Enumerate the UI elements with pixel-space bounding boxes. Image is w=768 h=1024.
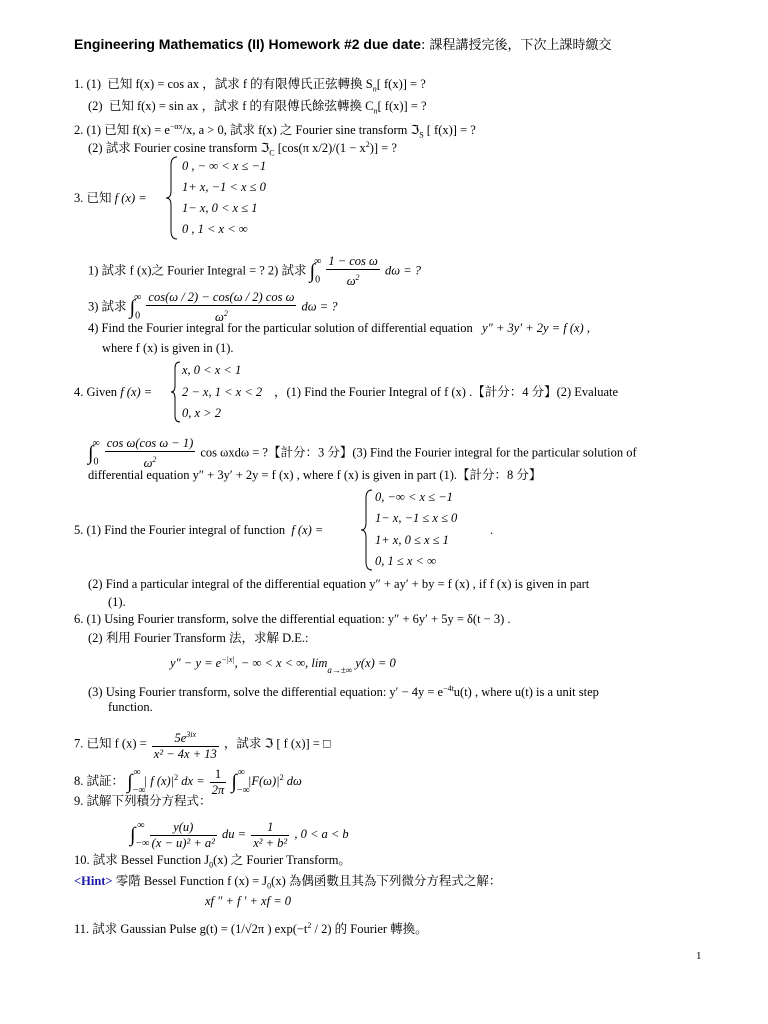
due-date-text: : 課程講授完後，下次上課時繳交 — [420, 38, 612, 53]
q9-mid: du = — [222, 827, 247, 841]
q2-part1-sup: −αx — [169, 122, 183, 131]
q5-case-3: 1+ x, 0 ≤ x ≤ 1 — [375, 533, 449, 547]
q2-part2-sub: C — [269, 148, 275, 158]
q6-p2-eq: y″ − y = e — [170, 656, 222, 671]
q4-den: ω — [143, 456, 153, 471]
q1-part1: 1. (1) 已知 f(x) = cos ax ，試求 f 的有限傅氏正弦轉換 $S_n$[ f(x)] = ? — [74, 77, 426, 94]
q3-p3-tail: dω = ? — [301, 299, 338, 314]
q6-p2-eq2: , − ∞ < x < ∞, lim — [234, 656, 328, 671]
q4-label-text: 4. Given — [74, 385, 118, 399]
q10 — [74, 852, 351, 874]
q8-rhs: |F(ω)| — [247, 774, 280, 788]
q3-p4-eq: y″ + 3y′ + 2y = f (x) , — [482, 321, 590, 335]
q9-fraction — [150, 820, 217, 851]
q1-part1-tail: [ f(x)] = ? — [376, 77, 426, 91]
q3-p1-num: 1 − cos ω — [328, 254, 378, 268]
q2-part1-a: 2. (1) 已知 f(x) = e — [74, 123, 170, 138]
q3-label-text: 3. 已知 — [74, 191, 112, 205]
q2-part1-end: [ f(x)] = ? — [423, 123, 476, 138]
q4-text1: ，(1) Find the Fourier Integral of f (x) .【計分：4 分】(2) Evaluate — [274, 385, 619, 399]
q1-part2: (2) 已知 f(x) = sin ax ，試求 f 的有限傅氏餘弦轉換 $C_n$[ f(x)] = ? — [88, 99, 427, 116]
q3-part4-where: where f (x) is given in (1). — [102, 341, 234, 355]
q3-p1-fraction — [326, 254, 380, 289]
q3-p3-den-wrap: $\omega^2$ — [215, 309, 228, 325]
integral-sign-icon: ∫ — [129, 296, 136, 319]
q8-fraction — [210, 767, 227, 798]
hint-tail: (x) 為偶函數且其為下列微分方程式之解： — [271, 874, 502, 888]
q10-label: 10. 試求 Bessel Function J — [74, 853, 210, 867]
q1-label: 1. (1) — [74, 77, 102, 91]
q7 — [74, 727, 331, 762]
q1-part1-text: 已知 f(x) = cos ax ，試求 f 的有限傅氏正弦轉換 S — [107, 77, 373, 91]
q4-int-tail: cos ωxdω = ?【計分：3 分】(3) Find the Fourier integral for the particular solution of — [200, 445, 637, 460]
q9-rnum: 1 — [251, 820, 289, 836]
q6-part3 — [88, 681, 599, 700]
integral-sign-icon: ∫ — [88, 442, 94, 465]
q3-p3-num: cos(ω / 2) − cos(ω / 2) cos ω — [148, 290, 295, 304]
document-title — [74, 36, 611, 54]
q3-p1-den-wrap: $\omega^2$ — [346, 273, 360, 289]
q5-brace-icon — [360, 488, 374, 572]
q4-brace-icon — [170, 360, 182, 424]
page-number: 1 — [696, 950, 702, 962]
q1-part2-text: 已知 f(x) = sin ax ，試求 f 的有限傅氏餘弦轉換 C — [108, 99, 374, 113]
q10-tail: (x) 之 Fourier Transform。 — [213, 853, 351, 867]
q4-case-3: 0, x > 2 — [182, 406, 221, 420]
q3-p1-text: 1) 試求 f (x)之 Fourier Integral = ? 2) 試求 — [88, 263, 307, 278]
q7-den: x² − 4x + 13 — [153, 747, 217, 762]
q6-p2-sup: −|x| — [221, 655, 235, 664]
q7-num: 5e — [174, 731, 187, 746]
q8-lhs: | f (x)| — [143, 774, 175, 788]
q3-part1-2: 1) 試求 f (x)之 Fourier Integral = ? 2) 試求 $\int_0^\infty$ $\frac{\text{1 − cos ω}}{\omega^2}$ dω = ? — [88, 254, 422, 289]
q9-num: y(u) — [150, 820, 217, 836]
q2-part2-a: (2) 試求 Fourier cosine transform ℑ — [88, 141, 270, 156]
q2-part1-sub: S — [419, 130, 424, 140]
q6-p3-sup: −4t — [443, 684, 454, 693]
q4-integral-line: $\int_0^\infty$ $\frac{\text{cos ω(cos ω − 1)}}{\omega^2}$ cos ωxdω = ?【計分：3 分】(3) Find the Fourier integral for the particular solution of — [88, 436, 637, 471]
q4-num: cos ω(cos ω − 1) — [106, 436, 194, 450]
integral-sign-icon: ∫ — [130, 824, 136, 847]
q5-part2b: (1). — [108, 595, 126, 609]
q9-rhs-fraction — [251, 820, 289, 851]
integral-sign-icon: ∫ — [231, 771, 237, 794]
q4-label — [74, 384, 152, 400]
q6-p2-eq3: y(x) = 0 — [352, 656, 396, 671]
q8-end: dω — [286, 774, 302, 788]
q4-fx: f (x) = — [120, 385, 153, 399]
q4-case-1: x, 0 < x < 1 — [182, 363, 242, 377]
q3-fx: f (x) = — [114, 191, 147, 205]
q4-text3: differential equation y″ + 3y′ + 2y = f (x) , where f (x) is given in part (1).【計分：8 分】 — [88, 468, 542, 482]
q3-p4-text: 4) Find the Fourier integral for the particular solution of differential equation — [88, 321, 473, 335]
q11 — [74, 918, 428, 937]
q2-part2: (2) 試求 Fourier cosine transform ℑ$_C$ [cos(π $x/2)/(1 - x^2)$] = ? — [88, 140, 397, 158]
hint-label: <Hint> — [74, 874, 113, 888]
q5-case-1: 0, −∞ < x ≤ −1 — [375, 490, 453, 504]
q3-case-3: 1− x, 0 < x ≤ 1 — [182, 201, 258, 215]
q2-part1-rest: /x, a > 0, 試求 f(x) 之 Fourier sine transform ℑ — [182, 123, 420, 138]
q6-p3-tail: u(t) , where u(t) is a unit step — [453, 685, 599, 700]
q7-num-sup: 3ix — [186, 730, 197, 739]
q3-label — [74, 190, 147, 206]
q8-frac-num: 1 — [210, 767, 227, 783]
q3-p3-label: 3) 試求 — [88, 299, 127, 314]
q3-part4 — [88, 320, 590, 336]
q9-tail: , 0 < a < b — [294, 827, 349, 841]
hint-sub: 0 — [267, 881, 272, 891]
q9-equation: $\int_{-\infty}^\infty$ $\frac{y(u)}{\text{(x − u)² + a²}}$ du = $\frac{1}{\text{x² + b²}}$ , 0 < a < b — [130, 819, 349, 850]
integral-sign-icon: ∫ — [127, 771, 133, 794]
q3-p3-den: ω — [215, 310, 224, 325]
q1-part2-tail: [ f(x)] = ? — [377, 99, 427, 113]
q7-tail: ，試求 ℑ [ f (x)] = □ — [223, 736, 331, 751]
q3-part3: 3) 試求 $\int_0^\infty$ $\frac{\text{cos(ω / 2) − cos(ω / 2) cos ω}}{\omega^2}$ dω = ? — [88, 290, 338, 325]
q3-case-2: 1+ x, −1 < x ≤ 0 — [182, 180, 266, 194]
q8-label: 8. 試証： — [74, 774, 125, 788]
q7-fraction — [152, 727, 219, 762]
q8-frac-den: 2π — [211, 782, 225, 797]
q11-sup: 2 — [307, 921, 312, 930]
q8-mid: dx = — [181, 774, 205, 788]
q7-label: 7. 已知 f (x) = — [74, 736, 147, 751]
q2-part2-end2: )] = ? — [369, 141, 397, 156]
q6-part2: (2) 利用 Fourier Transform 法，求解 D.E.: — [88, 631, 309, 645]
q9-label: 9. 試解下列積分方程式： — [74, 794, 212, 808]
integral-sign-icon: ∫ — [309, 260, 316, 283]
q10-ode: xf ″ + f ′ + xf = 0 — [205, 894, 292, 908]
q5-label — [74, 522, 323, 538]
q7-num-wrap — [152, 727, 219, 747]
q10-hint — [74, 873, 501, 895]
q4-fraction — [105, 436, 196, 471]
title-text: Engineering Mathematics (II) Homework #2 due date — [74, 36, 421, 52]
q5-label-text: 5. (1) Find the Fourier integral of function — [74, 523, 286, 537]
q3-p1-den: ω — [346, 274, 356, 289]
q5-dot: . — [490, 523, 494, 537]
q11-text: 11. 試求 Gaussian Pulse g(t) = (1/√2π ) exp(−t — [74, 922, 308, 937]
q5-case-2: 1− x, −1 ≤ x ≤ 0 — [375, 511, 458, 525]
q6-part1: 6. (1) Using Fourier transform, solve the differential equation: y″ + 6y′ + 5y = δ(t − 3) . — [74, 612, 511, 626]
q5-fx: f (x) = — [291, 523, 324, 537]
q6-p2-lim: a→±∞ — [327, 665, 353, 676]
q4-den-wrap: $\omega^2$ — [143, 455, 157, 471]
q9-den: (x − u)² + a² — [151, 835, 215, 850]
q8: 8. 試証： $\int_{-\infty}^\infty$ | f $(x)|^2$ dx = $\frac{1}{2\pi}$ $\int_{-\infty}^\infty$ $|F(\omega)|^2$ dω — [74, 766, 302, 797]
q9-rden: x² + b² — [253, 835, 288, 850]
q2-part2-end: [cos(π x/2)/(1 − x — [274, 141, 366, 156]
q11-tail: / 2) 的 Fourier 轉換。 — [311, 922, 428, 937]
q6-part3b: function. — [108, 700, 153, 714]
q6-part2-eq — [170, 652, 396, 678]
q3-p1-tail: dω = ? — [385, 263, 422, 278]
q3-brace-icon — [165, 155, 179, 241]
q3-case-4: 0 , 1 < x < ∞ — [182, 222, 248, 236]
q3-case-1: 0 , − ∞ < x ≤ −1 — [182, 159, 267, 173]
q1-part2-label: (2) — [88, 99, 103, 113]
q5-part2: (2) Find a particular integral of the differential equation y″ + ay′ + by = f (x) , if f (x) is given in part — [88, 577, 590, 591]
q10-sub: 0 — [209, 860, 214, 870]
q4-case-2: 2 − x, 1 < x < 2 — [182, 385, 263, 399]
hint-text: 零階 Bessel Function f (x) = J — [112, 874, 268, 888]
q5-case-4: 0, 1 ≤ x < ∞ — [375, 554, 437, 568]
q6-p3: (3) Using Fourier transform, solve the differential equation: y′ − 4y = e — [88, 685, 444, 700]
